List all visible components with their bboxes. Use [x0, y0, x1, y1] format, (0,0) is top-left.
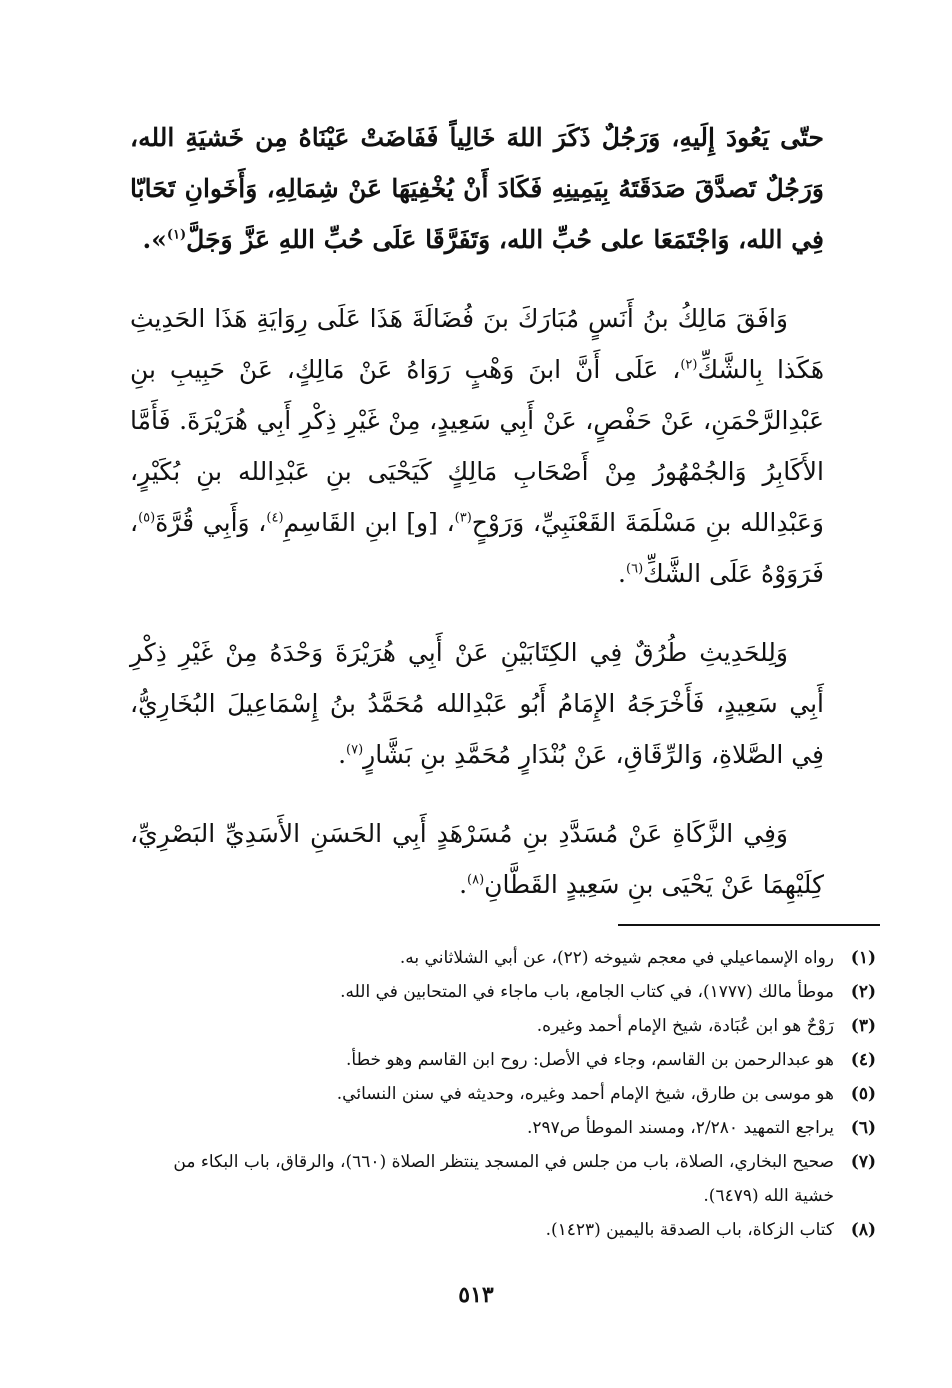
footnote-text: موطأ مالك (١٧٧٧)، في كتاب الجامع، باب ماجاء في المتحابين في الله. [340, 982, 834, 1002]
footnote-ref-5[interactable]: (٥) [138, 510, 156, 526]
footnote-separator [618, 924, 880, 926]
footnote-ref-4[interactable]: (٤) [266, 510, 284, 526]
footnote-number: (٦) [850, 1118, 876, 1138]
footnote-ref-3[interactable]: (٣) [454, 510, 472, 526]
footnote-ref-6[interactable]: (٦) [626, 561, 644, 577]
paragraph-zakat: وَفِي الزَّكَاةِ عَنْ مُسَدَّدِ بنِ مُسَرْهَدٍ أَبِي الحَسَنِ الأَسَدِيِّ البَصْرِيِّ، كِلَيْهِمَا عَنْ يَحْيَى بنِ سَعِيدٍ القَطَّانِ$^{(٨)}$. [130, 819, 824, 899]
footnote-number: (٥) [850, 1084, 876, 1104]
footnote-text: هو موسى بن طارق، شيخ الإمام أحمد وغيره، وحديثه في سنن النسائي. [336, 1084, 834, 1104]
footnote-4 [130, 1043, 876, 1077]
paragraph-turuq: وَلِلحَدِيثِ طُرُقٌ فِي الكِتَابَيْنِ عَنْ أَبِي هُرَيْرَةَ وَحْدَهُ مِنْ غَيْرِ ذِكْرِ أَبِي سَعِيدٍ، فَأَخْرَجَهُ الإِمَامُ أَبُو عَبْدِالله مُحَمَّدُ بنُ إِسْمَاعِيلَ البُخَارِيُّ، فِي الصَّلاةِ، وَالرِّقَاقِ، عَنْ بُنْدَارٍ مُحَمَّدِ بنِ بَشَّارٍ$^{(٧)}$. [130, 638, 824, 769]
footnote-ref-7[interactable]: (٧) [346, 742, 364, 758]
footnote-ref-8[interactable]: (٨) [467, 872, 485, 888]
footnote-5 [130, 1077, 876, 1111]
footnote-number: (٧) [850, 1152, 876, 1172]
footnote-number: (١) [850, 948, 876, 968]
footnote-number: (٣) [850, 1016, 876, 1036]
footnote-ref-1[interactable]: (١) [166, 227, 187, 243]
footnote-2 [130, 975, 876, 1009]
paragraph-hadith-end: حتّى يَعُودَ إِلَيهِ، وَرَجُلٌ ذَكَرَ اللهَ خَالِياً فَفَاضَتْ عَيْنَاهُ مِن خَشيَةِ الله، وَرَجُلٌ تَصدَّقَ صَدَقَتَهُ بِيَمِينِهِ فَكَادَ أَنْ يُخْفِيَهَا عَنْ شِمَالِهِ، وَأَخَوانِ تَحَابّا فِي الله، وَاجْتَمَعَا على حُبِّ الله، وَتَفَرَّقَا عَلَى حُبِّ اللهِ عَزَّ وَجَلَّ$^{(١)}$». [130, 123, 824, 254]
footnote-text: يراجع التمهيد ٢/٢٨٠، ومسند الموطأ ص٢٩٧. [526, 1118, 834, 1138]
footnote-text: رَوْحٌ هو ابن عُبَادة، شيخ الإمام أحمد وغيره. [536, 1016, 834, 1036]
footnote-number: (٤) [850, 1050, 876, 1070]
footnote-6 [130, 1111, 876, 1145]
footnote-ref-2[interactable]: (٢) [680, 357, 698, 373]
footnote-text: كتاب الزكاة، باب الصدقة باليمين (١٤٢٣). [545, 1220, 834, 1240]
footnote-text: رواه الإسماعيلي في معجم شيوخه (٢٢)، عن أبي الشلاثاني به. [399, 948, 834, 968]
footnote-3 [130, 1009, 876, 1043]
footnote-1 [130, 941, 876, 975]
footnote-8 [130, 1213, 876, 1247]
page-number: ٥١٣ [458, 1282, 494, 1308]
footnote-7 [130, 1145, 876, 1213]
footnote-number: (٨) [850, 1220, 876, 1240]
footnotes [130, 941, 876, 1247]
main-text [130, 112, 824, 938]
footnote-text: صحيح البخاري، الصلاة، باب من جلس في المسجد ينتظر الصلاة (٦٦٠)، والرقاق، باب البكاء من خشية الله (٦٤٧٩). [173, 1152, 834, 1206]
footnote-number: (٢) [850, 982, 876, 1002]
paragraph-malik: وَافَقَ مَالِكُ بنُ أَنَسٍ مُبَارَكَ بنَ فُضَالَةَ هَذَا عَلَى رِوَايَةِ هَذَا الحَدِيثِ هَكَذا بِالشَّكِّ$^{(٢)}$، عَلَى أَنَّ ابنَ وَهْبٍ رَوَاهُ عَنْ مَالِكٍ، عَنْ حَبِيبِ بنِ عَبْدِالرَّحْمَنِ، عَنْ حَفْصٍ، عَنْ أَبِي سَعِيدٍ، مِنْ غَيْرِ ذِكْرِ أَبِي هُرَيْرَةَ. فَأَمَّا الأَكَابِرُ وَالجُمْهُورُ مِنْ أَصْحَابِ مَالِكٍ كَيَحْيَى بنِ عَبْدِالله بنِ بُكَيْرٍ، وَعَبْدِالله بنِ مَسْلَمَةَ القَعْنَبِيِّ، وَرَوْحٍ$^{(٣)}$، [و] ابنِ القَاسِمِ$^{(٤)}$، وَأَبِي قُرَّةَ$^{(٥)}$، فَرَوَوْهُ عَلَى الشَّكِّ$^{(٦)}$. [130, 304, 824, 588]
footnote-text: هو عبدالرحمن بن القاسم، وجاء في الأصل: روح ابن القاسم وهو خطأ. [345, 1050, 834, 1070]
